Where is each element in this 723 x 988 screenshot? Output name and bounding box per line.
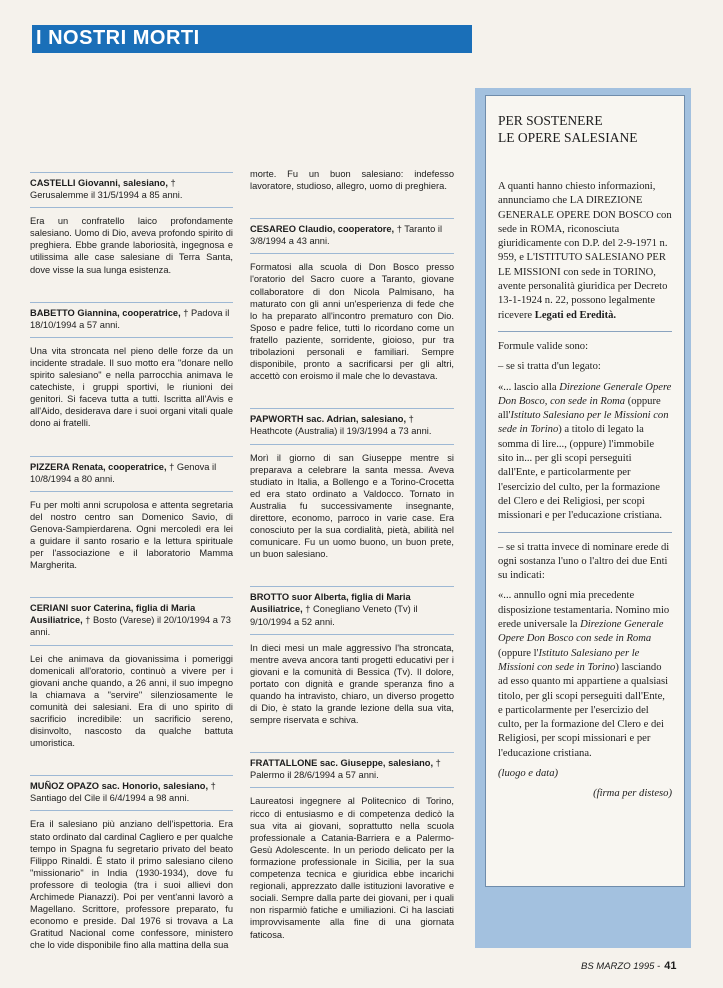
- obituary-entry: [30, 775, 233, 951]
- obituary-name: CASTELLI Giovanni, salesiano,: [30, 178, 168, 188]
- obituary-body: Era il salesiano più anziano dell'ispettoria. Era stato ordinato dal cardinal Cagliero e per qualche tempo in Spagna fu segretario privato del beato Filippo Rinaldi. È stato il primo salesiano cileno "missionario" in India (1930-1934), dove fu professore di teologia (tra i suoi allievi don Archimede Pianazzi). Poi per vent'anni lavorò a Magellano. Scrittore, professore preparato, fu economo e preside. Dal 1976 si trovava a La Gratitud Nacional come confessore, ministero che lo vide disponibile fino alla mattina della sua: [30, 819, 233, 951]
- obituary-continuation: morte. Fu un buon salesiano: indefesso lavoratore, studioso, allegro, uomo di preghiera.: [250, 169, 454, 192]
- obituary-name: PIZZERA Renata, cooperatrice,: [30, 461, 167, 472]
- erede-text: «... annullo ogni mia precedente disposizione testamentaria. Nomino mio erede universale la: [498, 590, 670, 631]
- divider: [498, 331, 672, 332]
- obituary-name: MUÑOZ OPAZO sac. Honorio, salesiano,: [30, 781, 209, 792]
- obituary-meta: † Bosto (Varese) il 20/10/1994 a 73 anni.: [30, 615, 231, 638]
- obituary-header: [30, 775, 233, 804]
- legato-intro: – se si tratta d'un legato:: [498, 361, 601, 373]
- obituary-meta: † Heathcote (Australia) il 19/3/1994 a 73 anni.: [250, 414, 432, 437]
- firma: (firma per disteso): [593, 788, 672, 800]
- obituary-body: Laureatosi ingegnere al Politecnico di Torino, ricco di entusiasmo e di competenza dedicò la sua vita ai giovani, soprattutto nella scuola professionale a Catania-Barriera e a Palermo-Gesù Adolescente. In un periodo delicato per la formazione professionale in Sicilia, per la sua competenza tecnica e giuridica ebbe incarichi regionali, apprezzato dalle istituzioni lavorative e sociali. Sempre dalla parte dei giovani, per i quali non risparmiò fatiche e umiliazioni. Ci ha lasciati improvvisamente alla fine di una giornata faticosa.: [250, 796, 454, 940]
- erede-text: (oppure l': [498, 647, 539, 659]
- page-number: 41: [664, 960, 677, 972]
- obituary-header: [30, 302, 233, 331]
- obituary-meta: † Santiago del Cile il 6/4/1994 a 98 anni.: [30, 781, 216, 804]
- obituary-header: [30, 172, 233, 201]
- divider: [30, 491, 233, 492]
- obituary-name: BROTTO suor Alberta, figlia di Maria Ausiliatrice,: [250, 592, 411, 615]
- legato-entity: Direzione Generale Opere Don Bosco, con sede in Roma: [498, 381, 672, 407]
- obituary-body: Lei che animava da giovanissima i pomeriggi domenicali all'oratorio, continuò a vivere per i giovani anche quando, a 26 anni, il suo impegno la chiamava a "servire" silenziosamente le comunità dei salesiani. Era di uno spirito di sacrificio incredibile: un sacrificio sereno, disinvolto, nascosto da qualche battuta umoristica.: [30, 653, 233, 749]
- obituary-entry: [250, 408, 454, 560]
- obituary-name: BABETTO Giannina, cooperatrice,: [30, 307, 181, 318]
- obituary-body: Era un confratello laico profondamente salesiano. Uomo di Dio, aveva profondo spirito di preghiera. Ebbe grande laboriosità, ingegnosa e utilissima alle case salesiane di Terra Santa, dove visse la sua lunga esistenza.: [30, 216, 233, 275]
- section-title: I NOSTRI MORTI: [36, 27, 200, 49]
- obituary-column-middle: [250, 168, 454, 967]
- obituary-header: [250, 218, 454, 247]
- divider: [250, 444, 454, 445]
- obituary-meta: † Gerusalemme il 31/5/1994 a 85 anni.: [30, 178, 183, 201]
- obituary-header: [30, 456, 233, 485]
- obituary-name: CESAREO Claudio, cooperatore,: [250, 224, 395, 235]
- legato-formula: [498, 381, 672, 524]
- page-footer: [581, 960, 676, 972]
- obituary-entry: [30, 597, 233, 749]
- obituary-meta: † Conegliano Veneto (Tv) il 9/10/1994 a 52 anni.: [250, 604, 418, 627]
- obituary-header: [250, 586, 454, 627]
- divider: [250, 634, 454, 635]
- divider: [250, 253, 454, 254]
- obituary-column-left: [30, 172, 233, 978]
- section-banner: [32, 25, 472, 53]
- erede-entity: Istituto Salesiano per le Missioni con sede in Torino: [498, 647, 640, 673]
- legato-text: ) a titolo di legato la somma di lire..., (oppure) l'immobile sito in... per gli scopi perseguiti dall'Ente, e particolarmente per l'esercizio del culto, per la formazione del Clero e dei Religiosi, per scopi missionari e per l'educazione cristiana.: [498, 424, 662, 522]
- legato-entity: Istituto Salesiano per le Missioni con sede in Torino: [498, 410, 669, 436]
- obituary-body: Una vita stroncata nel pieno delle forze da un incidente stradale. Il suo motto era "donare nello spirito salesiano" e nella parrocchia animava le catechiste, i gruppi sportivi, le riunioni dei genitori. Si faceva tutta a tutti. Iscritta all'Avis e all'Aido, desiderava dare i suoi organi vitali quale dono ai fratelli.: [30, 345, 233, 429]
- erede-formula: [498, 589, 672, 761]
- divider: [250, 787, 454, 788]
- obituary-header: [250, 408, 454, 437]
- intro-text: A quanti hanno chiesto informazioni, annunciamo che LA DIREZIONE GENERALE OPERE DON BOSCO con sede in ROMA, riconosciuta giuridicamente con D.P. del 2-9-1971 n. 959, e L'ISTITUTO SALESIANO PER LE MISSIONI con sede in TORINO, avente personalità giuridica per Decreto 13-1-1924 n. 22, possono legalmente ricevere: [498, 181, 672, 321]
- erede-entity: Direzione Generale Opere Don Bosco con sede in Roma: [498, 619, 664, 645]
- obituary-entry: [30, 456, 233, 572]
- formule-label: Formule valide sono:: [498, 340, 589, 352]
- obituary-entry: [250, 218, 454, 382]
- obituary-name: FRATTALLONE sac. Giuseppe, salesiano,: [250, 758, 434, 769]
- obituary-meta: † Genova il 10/8/1994 a 80 anni.: [30, 461, 217, 484]
- sidebar-intro: [498, 180, 672, 323]
- intro-bold: Legati ed Eredità.: [534, 309, 617, 321]
- erede-text: ) lasciando ad esso quanto mi appartiene a qualsiasi titolo, per gli scopi perseguiti dall'Ente, e particolarmente per l'esercizio del culto, per la formazione del Clero e dei Religiosi, per scopi missionari e per l'educazione cristiana.: [498, 661, 669, 759]
- footer-label: BS MARZO 1995 -: [581, 961, 661, 972]
- legato-text: (oppure all': [498, 395, 661, 422]
- divider: [30, 337, 233, 338]
- sidebar-title-line: LE OPERE SALESIANE: [498, 130, 638, 145]
- obituary-entry: [250, 586, 454, 726]
- divider: [30, 810, 233, 811]
- obituary-name: PAPWORTH sac. Adrian, salesiano,: [250, 414, 407, 425]
- legacy-sidebar-box: [485, 95, 685, 887]
- obituary-header: [30, 597, 233, 638]
- divider: [498, 532, 672, 533]
- luogo-data: (luogo e data): [498, 767, 559, 779]
- legacy-sidebar: [475, 88, 691, 948]
- obituary-name: CERIANI suor Caterina, figlia di Maria Ausiliatrice,: [30, 603, 196, 626]
- legato-text: «... lascio alla: [498, 381, 560, 393]
- obituary-entry: [30, 172, 233, 276]
- obituary-header: [250, 752, 454, 781]
- obituary-meta: † Palermo il 28/6/1994 a 57 anni.: [250, 758, 441, 781]
- obituary-entry: [250, 752, 454, 940]
- obituary-body: In dieci mesi un male aggressivo l'ha stroncata, mentre aveva ancora tanti progetti educativi per i giovani e la comunità di Bessica (Tv). Il dolore, portato con dignità e grande speranza fino a quando ha intravisto, chiaro, un diverso progetto di Dio, è stato la grande lezione della sua vita, sempre riservata e schiva.: [250, 642, 454, 726]
- sidebar-title: [498, 112, 672, 146]
- obituary-body: Fu per molti anni scrupolosa e attenta segretaria del nostro centro san Domenico Savio, di Genova-Sampierdarena. Ogni mercoledì era lei a guidare il santo rosario e la lettura spirituale per l'associazione e il laboratorio Mamma Margherita.: [30, 499, 233, 571]
- obituary-meta: † Taranto il 3/8/1994 a 43 anni.: [250, 224, 443, 247]
- divider: [30, 645, 233, 646]
- obituary-body: Formatosi alla scuola di Don Bosco presso l'oratorio del Sacro cuore a Taranto, giovane collaboratore di don Nicola Palmisano, ha maturato con gli anni un'esperienza di fede che lo ha preparato all'incontro prematuro con Dio. Sposo e padre felice, tutti lo ricordano come un fratello paziente, sorridente, gioioso, pur tra tribolazioni personali e familiari. Sempre disponibile, pronto a sacrificarsi per gli altri, accettò con eroismo il male che lo devastava.: [250, 262, 454, 382]
- obituary-body: Morì il giorno di san Giuseppe mentre si preparava a celebrare la santa messa. Aveva studiato in Italia, a Bollengo e a Torino-Crocetta ed era stato ordinato a Valdocco. Tornato in Australia fu successivamente insegnante, direttore, economo, parroco in varie case. Era conosciuto per la sua cordialità, pietà, abilità nel comunicare. Fu un uomo buono, un buon prete, un buon salesiano.: [250, 452, 454, 560]
- sidebar-title-line: PER SOSTENERE: [498, 113, 603, 128]
- obituary-entry: [30, 302, 233, 430]
- obituary-meta: † Padova il 18/10/1994 a 57 anni.: [30, 307, 230, 330]
- divider: [30, 207, 233, 208]
- erede-intro: – se si tratta invece di nominare erede di ogni sostanza l'uno o l'altro dei due Enti su indicati:: [498, 541, 670, 582]
